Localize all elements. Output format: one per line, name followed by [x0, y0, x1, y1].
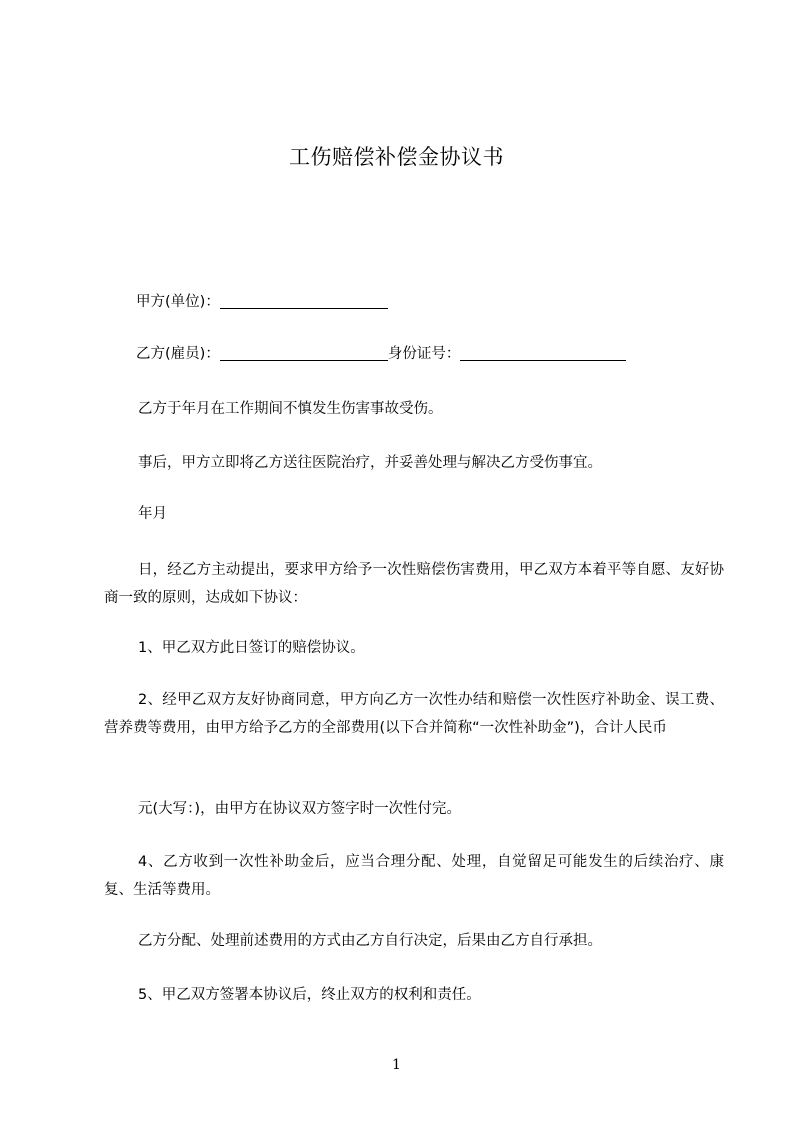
paragraph-treatment: 事后，甲方立即将乙方送往医院治疗，并妥善处理与解决乙方受伤事宜。 [138, 455, 602, 471]
clause-5: 5、甲乙双方签署本协议后，终止双方的权利和责任。 [138, 987, 481, 1003]
party-b-blank [220, 344, 388, 361]
clause-1: 1、甲乙双方此日签订的赔偿协议。 [138, 640, 365, 656]
party-b-line [136, 341, 626, 367]
party-a-label: 甲方(单位)： [136, 294, 220, 310]
party-a-blank [220, 292, 388, 309]
document-title: 工伤赔偿补偿金协议书 [289, 145, 504, 169]
paragraph-distribution: 乙方分配、处理前述费用的方式由乙方自行决定，后果由乙方自行承担。 [138, 933, 602, 949]
paragraph-injury: 乙方于年月在工作期间不慎发生伤害事故受伤。 [138, 401, 443, 417]
id-number-label: 身份证号： [387, 346, 461, 362]
clause-2: 2、经甲乙双方友好协商同意，甲方向乙方一次性办结和赔偿一次性医疗补助金、误工费、营养费等费用，由甲方给予乙方的全部费用(以下合并简称“一次性补助金”)，合计人民币 [104, 692, 724, 736]
party-b-label: 乙方(雇员)： [136, 346, 220, 362]
paragraph-year-month: 年月 [138, 506, 167, 522]
id-number-blank [460, 344, 626, 361]
paragraph-agreement-intro: 日，经乙方主动提出，要求甲方给予一次性赔偿伤害费用，甲乙双方本着平等自愿、友好协商一致的原则，达成如下协议： [104, 562, 724, 606]
clause-4: 4、乙方收到一次性补助金后，应当合理分配、处理，自觉留足可能发生的后续治疗、康复、生活等费用。 [104, 854, 724, 898]
paragraph-amount: 元(大写：)，由甲方在协议双方签字时一次性付完。 [138, 801, 462, 817]
page-number: 1 [392, 1057, 401, 1073]
party-a-line [136, 289, 388, 315]
